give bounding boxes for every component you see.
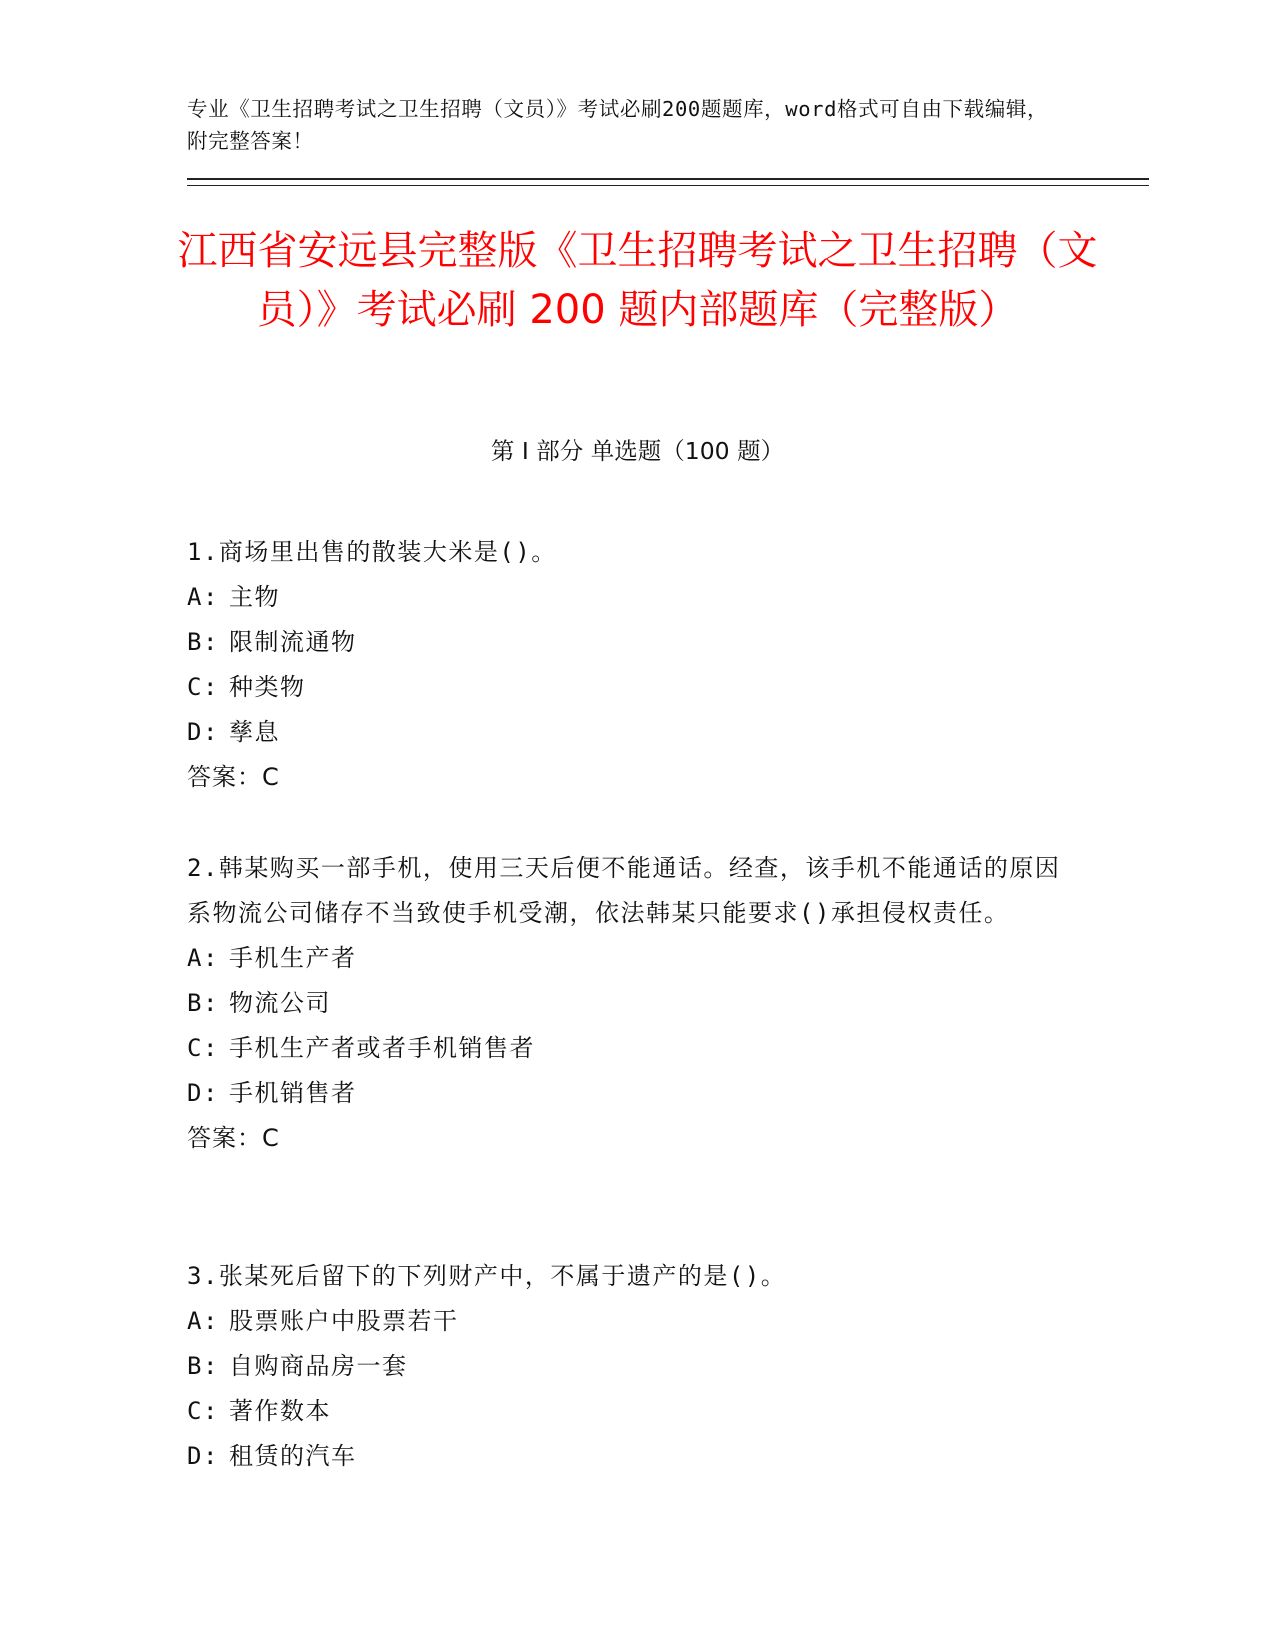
option-c xyxy=(187,1389,1067,1434)
question-2 xyxy=(187,846,1067,1161)
option-letter: C: xyxy=(187,1034,219,1062)
option-text: 股票账户中股票若干 xyxy=(229,1307,459,1335)
option-text: 物流公司 xyxy=(229,989,331,1017)
option-b xyxy=(187,620,1067,665)
option-a xyxy=(187,575,1067,620)
answer-line: 答案：C xyxy=(187,1124,280,1152)
header-intro: 专业《卫生招聘考试之卫生招聘（文员）》考试必刷200题题库，word格式可自由下载编辑，附完整答案！ xyxy=(187,96,1049,153)
option-a xyxy=(187,936,1067,981)
option-text: 自购商品房一套 xyxy=(229,1352,408,1380)
option-d xyxy=(187,1071,1067,1116)
option-b xyxy=(187,981,1067,1026)
header-divider-thin xyxy=(187,185,1149,186)
option-text: 著作数本 xyxy=(229,1397,331,1425)
document-title: 江西省安远县完整版《卫生招聘考试之卫生招聘（文员）》考试必刷 200 题内部题库（完整版） xyxy=(177,228,1098,333)
option-text: 手机销售者 xyxy=(229,1079,357,1107)
answer-line: 答案：C xyxy=(187,763,280,791)
question-text: 3.张某死后留下的下列财产中，不属于遗产的是()。 xyxy=(187,1262,787,1290)
option-letter: A: xyxy=(187,944,219,972)
option-letter: A: xyxy=(187,1307,219,1335)
option-letter: C: xyxy=(187,1397,219,1425)
option-text: 租赁的汽车 xyxy=(229,1442,357,1470)
option-d xyxy=(187,1434,1067,1479)
option-letter: B: xyxy=(187,989,219,1017)
option-a xyxy=(187,1299,1067,1344)
section-heading: 第 I 部分 单选题（100 题） xyxy=(490,437,785,465)
question-1 xyxy=(187,530,1067,800)
question-text: 1.商场里出售的散装大米是()。 xyxy=(187,538,557,566)
option-text: 限制流通物 xyxy=(229,628,357,656)
option-letter: A: xyxy=(187,583,219,611)
option-letter: C: xyxy=(187,673,219,701)
option-text: 手机生产者 xyxy=(229,944,357,972)
option-letter: D: xyxy=(187,1079,219,1107)
question-3 xyxy=(187,1254,1067,1479)
option-c xyxy=(187,665,1067,710)
option-letter: B: xyxy=(187,1352,219,1380)
option-text: 手机生产者或者手机销售者 xyxy=(229,1034,535,1062)
option-text: 种类物 xyxy=(229,673,306,701)
option-d xyxy=(187,710,1067,755)
header-divider-thick xyxy=(187,178,1149,180)
option-letter: B: xyxy=(187,628,219,656)
option-b xyxy=(187,1344,1067,1389)
option-letter: D: xyxy=(187,1442,219,1470)
option-text: 主物 xyxy=(229,583,280,611)
question-text: 2.韩某购买一部手机，使用三天后便不能通话。经查，该手机不能通话的原因系物流公司储存不当致使手机受潮，依法韩某只能要求()承担侵权责任。 xyxy=(187,854,1061,927)
option-text: 孳息 xyxy=(229,718,280,746)
option-letter: D: xyxy=(187,718,219,746)
option-c xyxy=(187,1026,1067,1071)
